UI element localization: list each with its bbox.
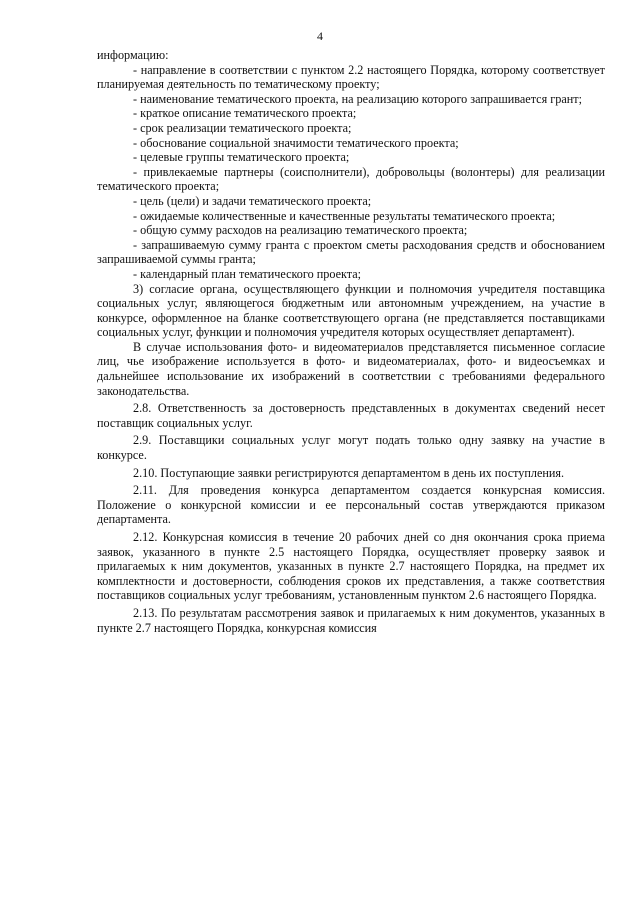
paragraph: информацию:	[97, 48, 169, 62]
list-item: - общую сумму расходов на реализацию тематического проекта;	[133, 223, 468, 238]
list-item: - привлекаемые партнеры (соисполнители), добровольцы (волонтеры) для реализации тематического проекта;	[97, 164, 605, 194]
list-item: - запрашиваемую сумму гранта с проектом сметы расходования средств и обоснованием запрашиваемой суммы гранта;	[97, 237, 605, 267]
list-item: - ожидаемые количественные и качественные результаты тематического проекта;	[133, 208, 556, 223]
paragraph: 3) согласие органа, осуществляющего функции и полномочия учредителя поставщика социальных услуг, являющегося бюджетным или автономным учреждением, на участие в конкурсе, оформленное на бланке соответствующего органа (не представляется поставщиками социальных услуг, функции и полномочия учредителя которых осуществляет департамент).	[97, 281, 605, 340]
paragraph: 2.8. Ответственность за достоверность представленных в документах сведений несет поставщик социальных услуг.	[97, 401, 605, 430]
list-item: - целевые группы тематического проекта;	[133, 150, 350, 165]
list-item: - направление в соответствии с пунктом 2.2 настоящего Порядка, которому соответствует планируемая деятельность по тематическому проекту;	[97, 62, 605, 92]
list-item: - цель (цели) и задачи тематического проекта;	[133, 193, 372, 208]
paragraph: 2.13. По результатам рассмотрения заявок и прилагаемых к ним документов, указанных в пункте 2.7 настоящего Порядка, конкурсная комиссия	[97, 605, 605, 635]
list-item: - срок реализации тематического проекта;	[133, 120, 352, 135]
list-item: - краткое описание тематического проекта;	[133, 106, 357, 121]
paragraph: В случае использования фото- и видеоматериалов представляется письменное согласие лиц, чье изображение используется в фото- и видеоматериалах, фото- и видеосъемках и дальнейшее использование их изображений в соответствии с требованиями федерального законодательства.	[97, 339, 605, 398]
paragraph: 2.11. Для проведения конкурса департаментом создается конкурсная комиссия. Положение о конкурсной комиссии и ее персональный состав утверждаются приказом департамента.	[97, 483, 605, 527]
page-number: 4	[317, 29, 323, 43]
paragraph: 2.12. Конкурсная комиссия в течение 20 рабочих дней со дня окончания срока приема заявок, указанного в пункте 2.5 настоящего Порядка, осуществляет проверку заявок и прилагаемых к ним документов, указанных в пункте 2.7 настоящего Порядка, на предмет их комплектности и достоверности, соблюдения сроков их представления, а также соответствия поставщиков социальных услуг требованиям, установленным пунктом 2.6 настоящего Порядка.	[97, 530, 605, 603]
list-item: - наименование тематического проекта, на реализацию которого запрашивается грант;	[133, 91, 582, 106]
paragraph: 2.9. Поставщики социальных услуг могут подать только одну заявку на участие в конкурсе.	[97, 433, 605, 463]
list-item: - обоснование социальной значимости тематического проекта;	[133, 135, 459, 150]
list-item: - календарный план тематического проекта;	[133, 266, 362, 281]
document-body	[97, 48, 605, 635]
paragraph: 2.10. Поступающие заявки регистрируются департаментом в день их поступления.	[133, 465, 565, 480]
